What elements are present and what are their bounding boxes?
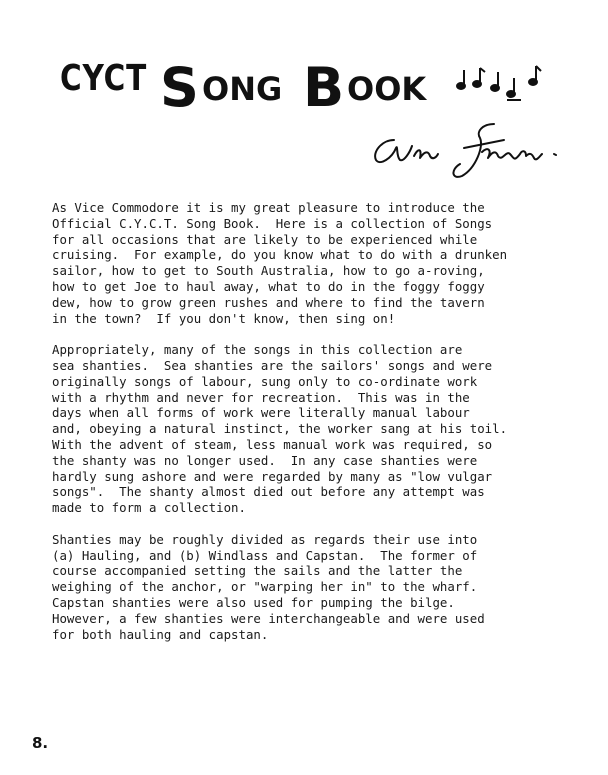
title-song-rest: ONG [202, 70, 283, 108]
music-notes-icon [455, 62, 555, 112]
page-number: 8. [32, 734, 49, 752]
title-book-rest: OOK [347, 70, 427, 108]
intro-body [52, 200, 592, 658]
paragraph-shanties: Appropriately, many of the songs in this collection are sea shanties. Sea shanties are the sailors' songs and were originally songs of labour, sung only to co-ordinate work with a rhythm and never for recreation. This was in the days when all forms of work were literally manual labour and, obeying a natural instinct, the worker sang at his toil. With the advent of steam, less manual work was required, so the shanty was no longer used. In any case shanties were hardly sung ashore and were regarded by many as "low vulgar songs". The shanty almost died out before any attempt was made to form a collection. [52, 342, 508, 516]
paragraph-intro: As Vice Commodore it is my great pleasure to introduce the Official C.Y.C.T. Song Book. Here is a collection of Songs for all occasions that are likely to be experienced while cruising. For example, do you know what to do with a drunken sailor, how to get to South Australia, how to go a-roving, how to get Joe to haul away, what to do in the foggy foggy dew, how to grow green rushes and where to find the tavern in the town? If you don't know, then sing on! [52, 200, 508, 326]
signature [364, 118, 574, 188]
title-song-initial: S [160, 56, 199, 119]
paragraph-divisions: Shanties may be roughly divided as regards their use into (a) Hauling, and (b) Windlass and Capstan. The former of course accompanied setting the sails and the latter the weighing of the anchor, or "warping her in" to the wharf. Capstan shanties were also used for pumping the bilge. However, a few shanties were interchangeable and were used for both hauling and capstan. [52, 531, 485, 642]
title-book-initial: B [303, 56, 345, 119]
title-prefix: CYCT [60, 58, 148, 99]
